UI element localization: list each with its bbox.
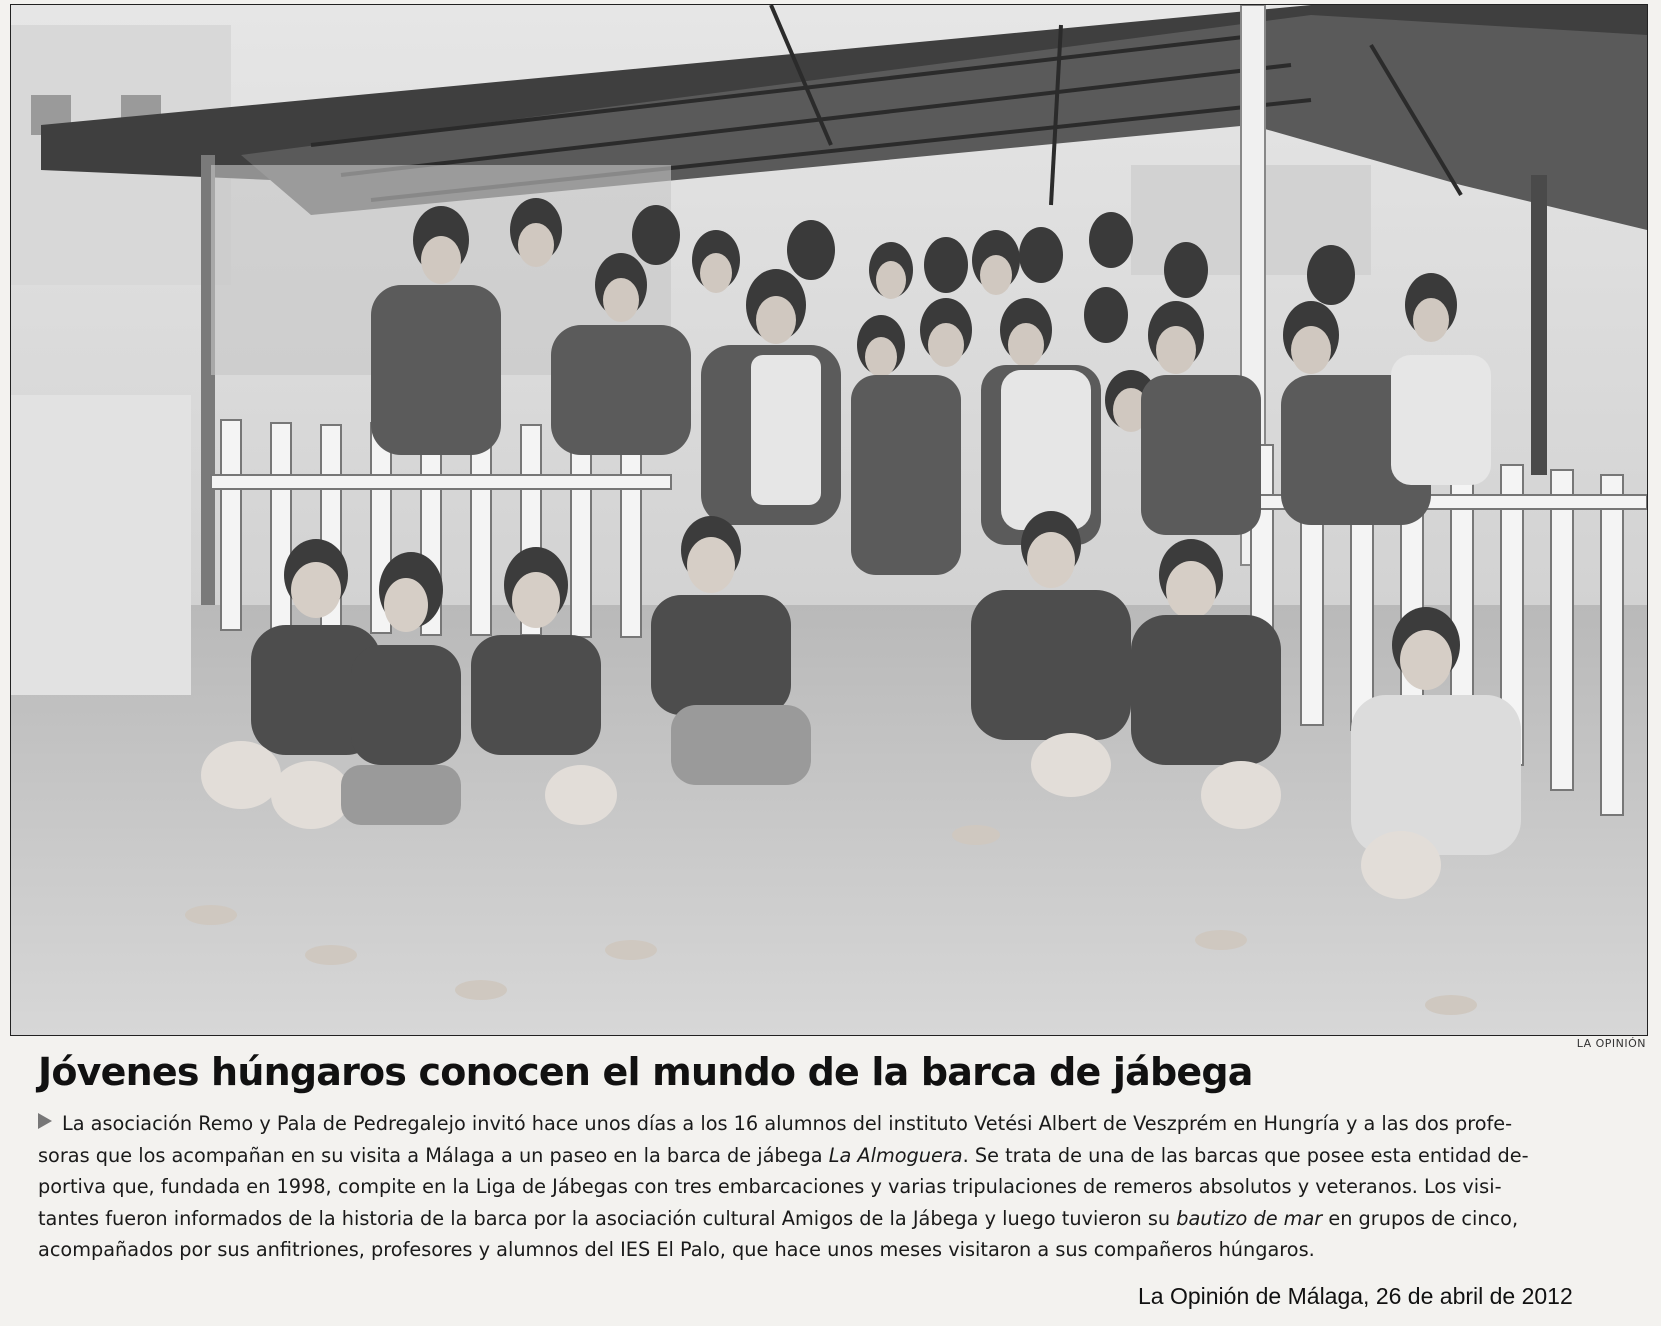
article-body: [38, 1108, 1623, 1266]
article-line: acompañados por sus anfitriones, profesores y alumnos del IES El Palo, que hace unos meses visitaron a sus compañeros húngaros.: [38, 1238, 1315, 1261]
article-line-text: . Se trata de una de las barcas que posee esta entidad de-: [962, 1143, 1529, 1167]
headline: Jóvenes húngaros conocen el mundo de la barca de jábega: [38, 1050, 1253, 1094]
boat-name: La Almoguera: [828, 1143, 963, 1167]
italic-phrase: bautizo de mar: [1176, 1206, 1323, 1230]
article-line: [38, 1203, 1623, 1235]
source-citation: La Opinión de Málaga, 26 de abril de 2012: [1138, 1283, 1573, 1309]
article-line-text: soras que los acompañan en su visita a Málaga a un paseo en la barca de jábega: [38, 1143, 829, 1167]
lead-triangle-icon: [38, 1113, 52, 1129]
article-line: [38, 1108, 1623, 1140]
article-line-text: tantes fueron informados de la historia de la barca por la asociación cultural Amigos de la Jábega y luego tuvieron su: [38, 1206, 1177, 1230]
article-line: portiva que, fundada en 1998, compite en la Liga de Jábegas con tres embarcaciones y varias tripulaciones de remeros absolutos y veteranos. Los visi-: [38, 1175, 1502, 1198]
article-line: [38, 1140, 1623, 1172]
article-line-text: La asociación Remo y Pala de Pedregalejo invitó hace unos días a los 16 alumnos del instituto Vetési Albert de Veszprém en Hungría y a las dos profe-: [62, 1112, 1513, 1135]
photo-credit: LA OPINIÓN: [1576, 1037, 1646, 1050]
article-line-text: en grupos de cinco,: [1322, 1206, 1519, 1230]
group-photo: [10, 4, 1648, 1036]
